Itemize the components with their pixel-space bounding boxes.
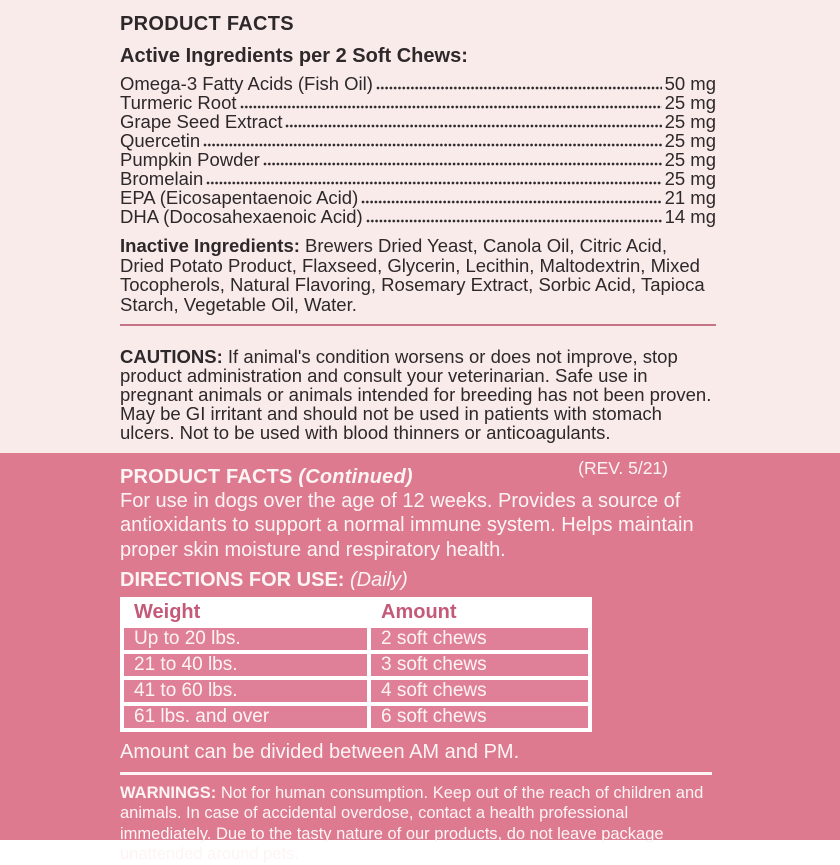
table-row [124,680,588,702]
cautions-text: If animal's condition worsens or does not improve, stop product administration and consult your veterinarian. Safe use in pregnant animals or animals intended for breeding has not been proven. May be GI irritant and should not be used in patients with stomach ulcers. Not to be used with blood thinners or anticoagulants. [120,346,712,444]
product-facts-continued-panel [0,453,840,864]
ingredient-name: DHA (Docosahexaenoic Acid) [120,206,363,227]
dot-leader [240,105,662,109]
ingredient-name: Grape Seed Extract [120,111,283,132]
weight-column-header: Weight [124,601,367,624]
directions-label: DIRECTIONS FOR USE: [120,568,345,591]
table-header-row [124,601,588,624]
ingredient-row [120,150,716,169]
product-facts-title: PRODUCT FACTS [120,13,294,35]
ingredient-row [120,188,716,207]
warnings-label: WARNINGS: [120,783,217,802]
weight-cell: 21 to 40 lbs. [124,654,367,676]
table-row [124,628,588,650]
warnings-divider [120,772,712,775]
continued-label: (Continued) [298,466,413,488]
table-row [124,654,588,676]
dot-leader [263,162,662,166]
amount-cell: 2 soft chews [371,628,588,650]
dot-leader [206,181,661,185]
table-row [124,706,588,728]
dot-leader [376,86,662,90]
cautions-label: CAUTIONS: [120,346,223,368]
dot-leader [366,219,662,223]
continued-title-text: PRODUCT FACTS [120,466,293,488]
section-divider [120,324,716,326]
ingredient-amount: 25 mg [664,130,716,151]
ingredient-row [120,112,716,131]
usage-description: For use in dogs over the age of 12 weeks. Provides a source of antioxidants to support a normal immune system. Helps maintain proper skin moisture and respiratory health. [120,490,694,561]
dosage-table [120,597,592,732]
ingredient-name: Quercetin [120,130,201,151]
ingredient-amount: 50 mg [664,73,716,94]
directions-daily-note: (Daily) [350,568,408,591]
directions-heading [120,569,712,591]
ingredient-name: Bromelain [120,168,204,189]
inactive-ingredients [120,236,716,314]
ingredient-name: EPA (Eicosapentaenoic Acid) [120,187,359,208]
ingredient-name: Pumpkin Powder [120,149,260,170]
ingredient-amount: 21 mg [664,187,716,208]
amount-column-header: Amount [371,601,588,624]
warnings-text: Not for human consumption. Keep out of the reach of children and animals. In case of accidental overdose, contact a health professional immediately. Due to the tasty nature of our products, do not leave package unattended around pets. [120,783,704,864]
cautions [120,347,716,442]
dot-leader [361,200,661,204]
weight-cell: Up to 20 lbs. [124,628,367,650]
dot-leader [285,124,661,128]
ingredient-row [120,207,716,226]
inactive-ingredients-text: Brewers Dried Yeast, Canola Oil, Citric Acid, Dried Potato Product, Flaxseed, Glycerin, Lecithin, Maltodextrin, Mixed Tocopherols, Natural Flavoring, Rosemary Extract, Sorbic Acid, Tapioca Starch, Vegetable Oil, Water. [120,235,705,315]
ingredient-amount: 14 mg [664,206,716,227]
warnings [120,783,712,865]
ingredient-row [120,169,716,188]
active-ingredients-heading: Active Ingredients per 2 Soft Chews: [120,45,468,67]
amount-cell: 6 soft chews [371,706,588,728]
ingredient-amount: 25 mg [664,111,716,132]
am-pm-note: Amount can be divided between AM and PM. [120,740,520,763]
ingredient-row [120,74,716,93]
ingredient-name: Omega-3 Fatty Acids (Fish Oil) [120,73,373,94]
ingredient-amount: 25 mg [664,149,716,170]
dot-leader [203,143,661,147]
ingredient-name: Turmeric Root [120,92,237,113]
revision-note: (REV. 5/21) [578,458,668,478]
active-ingredients-list [120,74,716,226]
ingredient-row [120,131,716,150]
ingredient-amount: 25 mg [664,168,716,189]
ingredient-amount: 25 mg [664,92,716,113]
amount-cell: 3 soft chews [371,654,588,676]
inactive-ingredients-label: Inactive Ingredients: [120,235,300,256]
weight-cell: 41 to 60 lbs. [124,680,367,702]
amount-cell: 4 soft chews [371,680,588,702]
weight-cell: 61 lbs. and over [124,706,367,728]
ingredient-row [120,93,716,112]
